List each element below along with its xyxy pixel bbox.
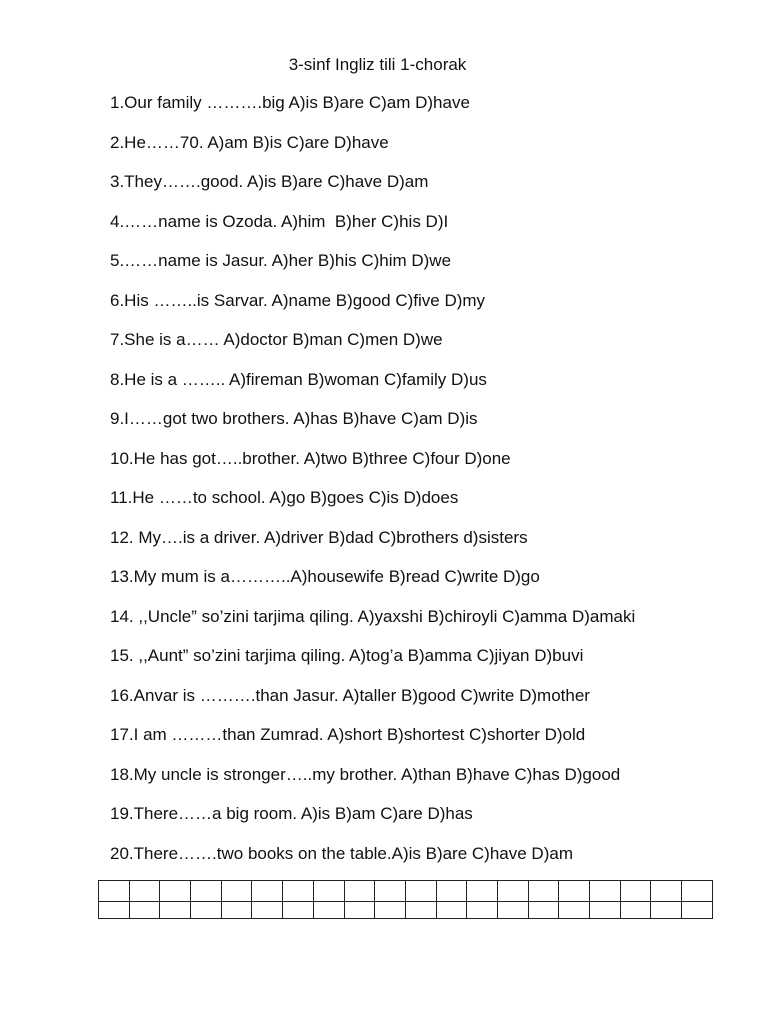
answer-cell [375, 881, 406, 902]
answer-cell [590, 902, 621, 919]
answer-grid-row [99, 881, 713, 902]
page-title: 3-sinf Ingliz tili 1-chorak [288, 55, 467, 74]
question-11: 11.He ……to school. A)go B)goes C)is D)does [110, 488, 459, 507]
answer-cell [283, 881, 314, 902]
answer-cell [160, 881, 191, 902]
answer-cell [129, 881, 160, 902]
answer-cell [221, 881, 252, 902]
answer-cell [467, 902, 498, 919]
answer-cell [313, 881, 344, 902]
question-7: 7.She is a…… A)doctor B)man C)men D)we [110, 330, 443, 349]
answer-cell [283, 902, 314, 919]
question-20: 20.There…….two books on the table.A)is B)are C)have D)am [110, 843, 573, 863]
question-6: 6.His ……..is Sarvar. A)name B)good C)five D)my [110, 290, 486, 310]
answer-cell [528, 902, 559, 919]
answer-cell [651, 902, 682, 919]
question-2: 2.He……70. A)am B)is C)are D)have [110, 132, 389, 152]
answer-cell [344, 881, 375, 902]
answer-cell [559, 881, 590, 902]
question-16: 16.Anvar is ……….than Jasur. A)taller B)good C)write D)mother [110, 685, 590, 705]
answer-cell [405, 881, 436, 902]
answer-cell [252, 881, 283, 902]
answer-cell [682, 902, 713, 919]
question-14: 14. ,,Uncle” so’zini tarjima qiling. A)yaxshi B)chiroyli C)amma D)amaki [110, 606, 636, 626]
answer-cell [497, 881, 528, 902]
answer-cell [620, 902, 651, 919]
answer-cell [497, 902, 528, 919]
question-list [110, 92, 635, 882]
question-18: 18.My uncle is stronger…..my brother. A)than B)have C)has D)good [110, 764, 621, 784]
answer-cell [344, 902, 375, 919]
answer-cell [375, 902, 406, 919]
answer-cell [99, 881, 130, 902]
question-8: 8.He is a …….. A)fireman B)woman C)family D)us [110, 369, 487, 389]
question-13: 13.My mum is a………..A)housewife B)read C)write D)go [110, 567, 540, 586]
answer-cell [191, 902, 222, 919]
answer-cell [313, 902, 344, 919]
answer-cell [99, 902, 130, 919]
question-3: 3.They…….good. A)is B)are C)have D)am [110, 172, 429, 191]
question-9: 9.I……got two brothers. A)has B)have C)am D)is [110, 409, 478, 428]
answer-cell [651, 881, 682, 902]
answer-cell [467, 881, 498, 902]
question-17: 17.I am ………than Zumrad. A)short B)shortest C)shorter D)old [110, 725, 586, 744]
answer-cell [436, 881, 467, 902]
question-4: 4.……name is Ozoda. A)him B)her C)his D)I [110, 211, 449, 231]
answer-cell [405, 902, 436, 919]
question-1: 1.Our family ……….big A)is B)are C)am D)have [110, 93, 470, 112]
answer-cell [252, 902, 283, 919]
answer-grid-row [99, 902, 713, 919]
answer-cell [682, 881, 713, 902]
answer-cell [620, 881, 651, 902]
question-10: 10.He has got…..brother. A)two B)three C)four D)one [110, 448, 511, 468]
answer-cell [191, 881, 222, 902]
question-15: 15. ,,Aunt” so’zini tarjima qiling. A)tog’a B)amma C)jiyan D)buvi [110, 646, 584, 665]
answer-cell [559, 902, 590, 919]
question-5: 5.……name is Jasur. A)her B)his C)him D)we [110, 251, 452, 270]
answer-cell [160, 902, 191, 919]
answer-cell [129, 902, 160, 919]
question-19: 19.There……a big room. A)is B)am C)are D)has [110, 804, 473, 823]
answer-cell [221, 902, 252, 919]
answer-cell [436, 902, 467, 919]
answer-cell [528, 881, 559, 902]
question-12: 12. My….is a driver. A)driver B)dad C)brothers d)sisters [110, 527, 528, 547]
answer-cell [590, 881, 621, 902]
answer-grid [98, 880, 713, 919]
